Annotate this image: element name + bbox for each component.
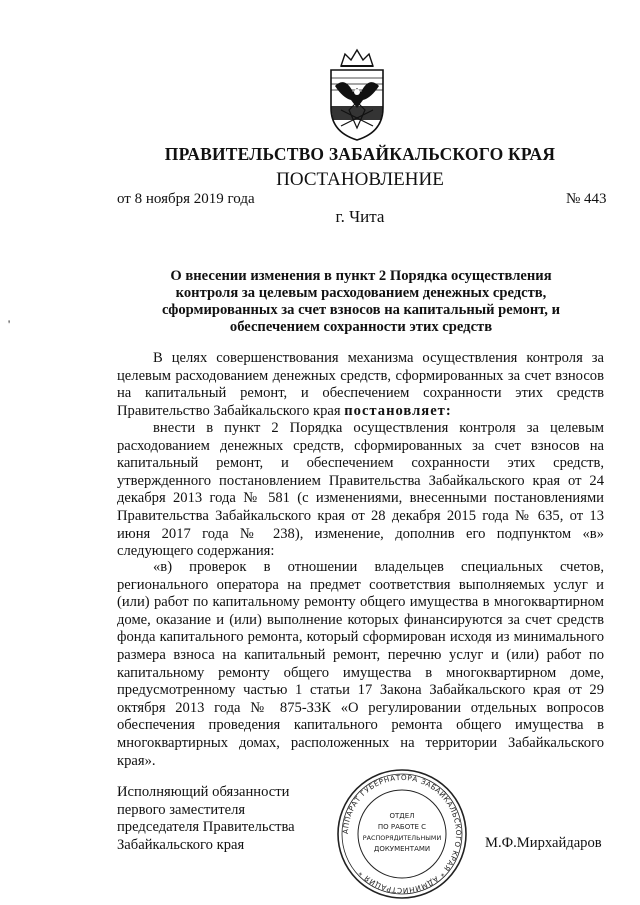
stamp-line: РАСПОРЯДИТЕЛЬНЫМИ (362, 834, 442, 842)
document-number: № 443 (566, 191, 607, 207)
title-line: сформированных за счет взносов на капитальный ремонт, и (161, 302, 561, 318)
official-stamp (334, 766, 470, 902)
document-city: г. Чита (335, 207, 385, 226)
signatory-name: М.Ф.Мирхайдаров (485, 835, 602, 851)
resolution-verb: постановляет: (344, 402, 452, 419)
stamp-line: ОТДЕЛ (389, 812, 415, 820)
body-paragraph-1 (117, 350, 604, 420)
position-line: Исполняющий обязанности (117, 784, 290, 800)
position-line: первого заместителя (117, 801, 246, 818)
stamp-line: ДОКУМЕНТАМИ (373, 845, 431, 853)
title-line: контроля за целевым расходованием денежных средств, (175, 285, 547, 301)
body-paragraph-3: «в) проверок в отношении владельцев специальных счетов, регионального оператора на предмет соответствия выполняемых услуг и (или) работ по капитальному ремонту общего имущества в многоквартирном доме, оказание и (или) выполнение которых финансируются за счет средств фонда капитального ремонта, который сформирован исходя из минимального размера взноса на капитальный ремонт, перечню услуг и (или) работ по капитальному ремонту общего имущества в многоквартирном доме, предусмотренному частью 1 статьи 17 Закона Забайкальского края от 29 октября 2013 года № 875-ЗЗК «О регулировании отдельных вопросов обеспечения проведения капитального ремонта общего имущества в многоквартирных домах, расположенных на территории Забайкальского края». (117, 559, 604, 769)
stamp-line: ПО РАБОТЕ С (377, 823, 427, 831)
position-line: Забайкальского края (117, 836, 245, 853)
body-paragraph-2: внести в пункт 2 Порядка осуществления контроля за целевым расходованием денежных средств, сформированных за счет взносов на капитальный ремонт, и обеспечением сохранности этих средств, утвержденного постановлением Правительства Забайкальского края от 24 декабря 2013 года № 581 (с изменениями, внесенными постановлениями Правительства Забайкальского края от 28 декабря 2015 года № 635, от 13 июня 2017 года № 238), изменение, дополнив его подпунктом «в» следующего содержания: (117, 420, 604, 560)
document-title (130, 268, 592, 336)
title-line: О внесении изменения в пункт 2 Порядка осуществления (170, 268, 552, 284)
government-name: ПРАВИТЕЛЬСТВО ЗАБАЙКАЛЬСКОГО КРАЯ (164, 144, 556, 164)
paragraph-text: В целях совершенствования механизма осуществления контроля за целевым расходованием денежных средств, сформированных за счет взносов на капитальный ремонт, и обеспечением сохранности этих средств Правительство Забайкальского края (117, 350, 604, 419)
position-line: председателя Правительства (117, 819, 295, 836)
title-line: обеспечением сохранности этих средств (229, 319, 493, 335)
document-type: ПОСТАНОВЛЕНИЕ (276, 169, 444, 190)
margin-mark: ' (8, 317, 11, 331)
stamp-outer-text: АППАРАТ ГУБЕРНАТОРА ЗАБАЙКАЛЬСКОГО КРАЯ * АДМИНИСТРАЦИЯ * (340, 772, 464, 896)
coat-of-arms-emblem (323, 48, 391, 142)
signatory-position (117, 784, 295, 854)
document-date: от 8 ноября 2019 года (117, 191, 255, 207)
crown-icon (341, 50, 373, 66)
eagle-icon (335, 82, 379, 128)
